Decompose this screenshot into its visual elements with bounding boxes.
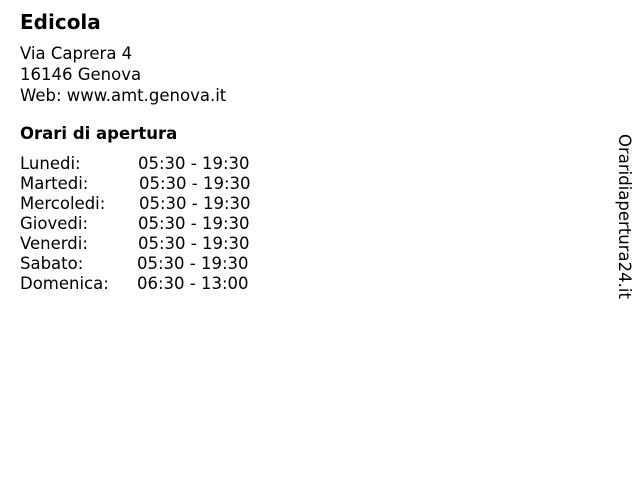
time-range: 05:30 - 19:30 (138, 154, 250, 173)
time-range: 05:30 - 19:30 (139, 194, 251, 213)
hours-row-tuesday (20, 174, 280, 194)
day-label: Venerdi: (20, 234, 88, 253)
page-title: Edicola (20, 10, 101, 34)
site-watermark: Oraridiapertura24.it (615, 134, 634, 299)
time-range: 05:30 - 19:30 (139, 174, 251, 193)
time-range: 06:30 - 13:00 (137, 274, 249, 293)
hours-row-sunday (20, 274, 280, 294)
opening-hours-table (20, 154, 280, 294)
time-range: 05:30 - 19:30 (137, 254, 249, 273)
street-address: Via Caprera 4 (20, 44, 133, 63)
time-range: 05:30 - 19:30 (138, 234, 250, 253)
hours-row-friday (20, 234, 280, 254)
day-label: Domenica: (20, 274, 109, 293)
day-label: Martedi: (20, 174, 89, 193)
hours-row-saturday (20, 254, 280, 274)
opening-hours-heading: Orari di apertura (20, 124, 178, 143)
address-block (20, 43, 226, 106)
day-label: Mercoledi: (20, 194, 106, 213)
website-link[interactable]: Web: www.amt.genova.it (20, 86, 227, 105)
hours-row-monday (20, 154, 280, 174)
day-label: Lunedi: (20, 154, 81, 173)
hours-row-thursday (20, 214, 280, 234)
city-postal-code: 16146 Genova (20, 65, 142, 84)
day-label: Giovedi: (20, 214, 88, 233)
day-label: Sabato: (20, 254, 84, 273)
time-range: 05:30 - 19:30 (138, 214, 250, 233)
hours-row-wednesday (20, 194, 280, 214)
